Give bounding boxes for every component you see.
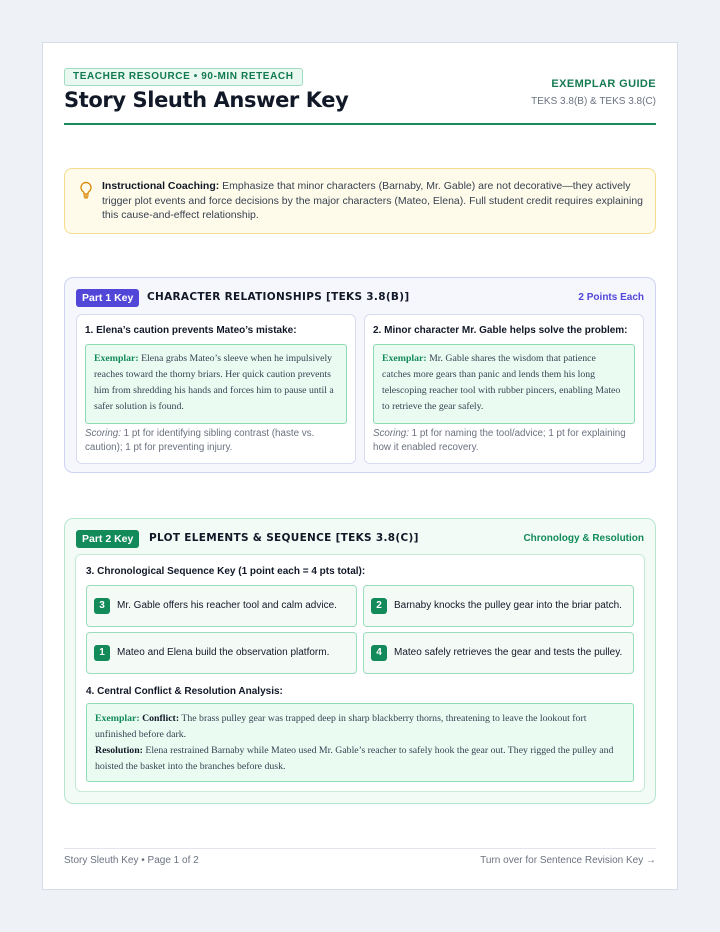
part2-right-label: Chronology & Resolution: [523, 533, 644, 544]
footer-next-link: Turn over for Sentence Revision Key →: [480, 855, 656, 866]
step-number: 4: [371, 645, 387, 661]
sequence-step: [86, 632, 357, 674]
step-number: 2: [371, 598, 387, 614]
part2-content: [75, 554, 645, 792]
part1-pill: Part 1 Key: [76, 289, 139, 307]
exemplar-label: Exemplar:: [382, 353, 427, 364]
conflict-text: The brass pulley gear was trapped deep in sharp blackberry thorns, threatening to leave the lookout fort unfinished before dark.: [95, 713, 587, 740]
part2-title: PLOT ELEMENTS & SEQUENCE [TEKS 3.8(C)]: [149, 532, 419, 544]
step-text: Mateo safely retrieves the gear and tests the pulley.: [394, 647, 623, 658]
question-card: [364, 314, 644, 464]
resolution-text: Elena restrained Barnaby while Mateo used Mr. Gable’s reacher to safely hook the gear out. They rigged the pulley and hoisted the basket into the branches before dusk.: [95, 745, 614, 772]
exemplar-text: Mr. Gable shares the wisdom that patience catches more gears than panic and lends them his long telescoping reacher tool with rubber pincers, enabling Mateo to retrieve the gear safely.: [382, 353, 621, 412]
coaching-body: Emphasize that minor characters (Barnaby, Mr. Gable) are not decorative—they actively trigger plot events and force decisions by the major characters (Mateo, Elena). Full student credit requires explaining this cause-and-effect relationship.: [102, 180, 644, 221]
exemplar-label: Exemplar:: [94, 353, 139, 364]
footer-page-info: Story Sleuth Key • Page 1 of 2: [64, 855, 199, 866]
analysis-heading: 4. Central Conflict & Resolution Analysis:: [86, 686, 283, 697]
coaching-callout: [64, 168, 656, 234]
part2-section: [64, 518, 656, 804]
scoring-text: 1 pt for identifying sibling contrast (haste vs. caution); 1 pt for preventing injury.: [85, 428, 315, 453]
answer-key-page: [42, 42, 678, 890]
step-text: Barnaby knocks the pulley gear into the briar patch.: [394, 600, 622, 611]
resource-tag: TEACHER RESOURCE • 90-MIN RETEACH: [64, 68, 303, 86]
page-title: Story Sleuth Answer Key: [64, 88, 349, 112]
scoring-label: Scoring:: [373, 428, 409, 439]
step-number: 1: [94, 645, 110, 661]
scoring-label: Scoring:: [85, 428, 121, 439]
conflict-label: Conflict:: [142, 713, 180, 724]
question-heading: 2. Minor character Mr. Gable helps solve the problem:: [373, 325, 628, 336]
exemplar-text: Elena grabs Mateo’s sleeve when he impulsively reaches toward the thorny briars. Her quick caution prevents him from shredding his hands and forces him to pause until a safer solution is found.: [94, 353, 334, 412]
step-text: Mateo and Elena build the observation platform.: [117, 647, 330, 658]
coaching-text: [102, 179, 647, 223]
part1-title: CHARACTER RELATIONSHIPS [TEKS 3.8(B)]: [147, 291, 410, 303]
sequence-heading: 3. Chronological Sequence Key (1 point each = 4 pts total):: [86, 566, 366, 577]
exemplar-answer: [85, 344, 347, 424]
analysis-exemplar: [86, 703, 634, 782]
exemplar-label: Exemplar:: [95, 713, 140, 724]
sequence-step: [86, 585, 357, 627]
scoring-note: [373, 427, 635, 455]
guide-label: EXEMPLAR GUIDE: [551, 78, 656, 90]
resolution-label: Resolution:: [95, 745, 143, 756]
part1-section: [64, 277, 656, 473]
exemplar-answer: [373, 344, 635, 424]
part2-pill: Part 2 Key: [76, 530, 139, 548]
lightbulb-icon: [78, 181, 94, 199]
scoring-note: [85, 427, 347, 455]
sequence-step: [363, 585, 634, 627]
teks-label: TEKS 3.8(B) & TEKS 3.8(C): [531, 96, 656, 107]
footer-divider: [64, 848, 656, 849]
step-text: Mr. Gable offers his reacher tool and calm advice.: [117, 600, 337, 611]
coaching-label: Instructional Coaching:: [102, 180, 220, 192]
question-card: [76, 314, 356, 464]
scoring-text: 1 pt for naming the tool/advice; 1 pt for explaining how it enabled recovery.: [373, 428, 626, 453]
question-heading: 1. Elena’s caution prevents Mateo’s mistake:: [85, 325, 297, 336]
sequence-step: [363, 632, 634, 674]
step-number: 3: [94, 598, 110, 614]
part1-points: 2 Points Each: [578, 292, 644, 303]
page-header: [64, 68, 656, 125]
